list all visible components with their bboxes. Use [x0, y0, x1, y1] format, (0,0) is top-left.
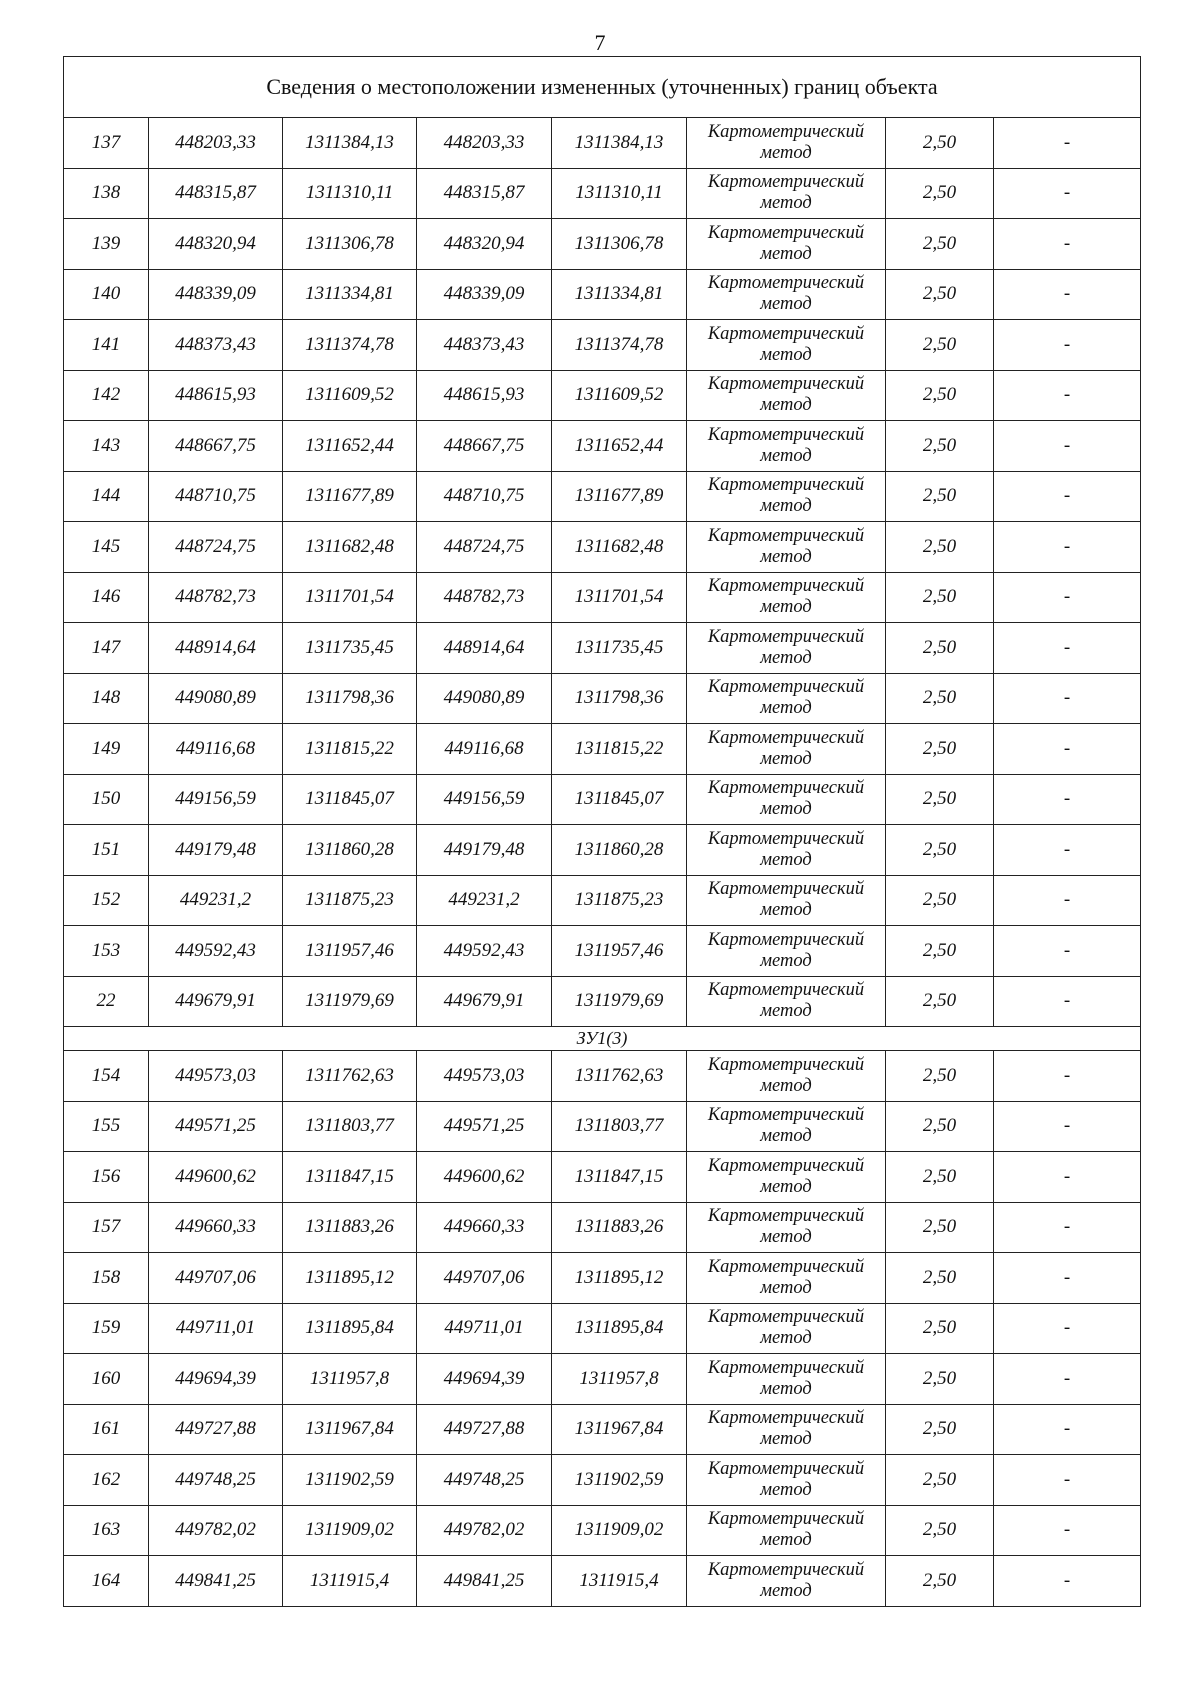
refined-x-cell: 449573,03 [417, 1051, 552, 1102]
existing-x-cell: 448339,09 [149, 269, 283, 320]
table-row [64, 1404, 1141, 1455]
refined-y-cell: 1311701,54 [552, 572, 687, 623]
point-number-cell: 162 [64, 1455, 149, 1506]
accuracy-cell: 2,50 [886, 825, 994, 876]
refined-x-cell: 448203,33 [417, 118, 552, 169]
existing-x-cell: 449782,02 [149, 1505, 283, 1556]
refined-y-cell: 1311895,84 [552, 1303, 687, 1354]
note-cell: - [994, 1404, 1141, 1455]
method-cell: Картометрический метод [687, 269, 886, 320]
note-cell: - [994, 673, 1141, 724]
method-cell: Картометрический метод [687, 1253, 886, 1304]
point-number-cell: 142 [64, 370, 149, 421]
method-cell: Картометрический метод [687, 1303, 886, 1354]
point-number-cell: 155 [64, 1101, 149, 1152]
refined-x-cell: 449711,01 [417, 1303, 552, 1354]
note-cell: - [994, 269, 1141, 320]
table-row [64, 825, 1141, 876]
existing-y-cell: 1311915,4 [283, 1556, 417, 1607]
note-cell: - [994, 219, 1141, 270]
table-title-row [64, 57, 1141, 118]
table-row [64, 1253, 1141, 1304]
accuracy-cell: 2,50 [886, 623, 994, 674]
note-cell: - [994, 623, 1141, 674]
refined-x-cell: 449707,06 [417, 1253, 552, 1304]
existing-y-cell: 1311860,28 [283, 825, 417, 876]
existing-y-cell: 1311334,81 [283, 269, 417, 320]
note-cell: - [994, 1051, 1141, 1102]
refined-y-cell: 1311909,02 [552, 1505, 687, 1556]
note-cell: - [994, 1202, 1141, 1253]
table-row [64, 219, 1141, 270]
refined-y-cell: 1311902,59 [552, 1455, 687, 1506]
note-cell: - [994, 774, 1141, 825]
existing-y-cell: 1311701,54 [283, 572, 417, 623]
refined-y-cell: 1311815,22 [552, 724, 687, 775]
table-row [64, 1202, 1141, 1253]
point-number-cell: 156 [64, 1152, 149, 1203]
point-number-cell: 147 [64, 623, 149, 674]
refined-y-cell: 1311979,69 [552, 976, 687, 1027]
note-cell: - [994, 976, 1141, 1027]
point-number-cell: 144 [64, 471, 149, 522]
existing-y-cell: 1311957,46 [283, 926, 417, 977]
refined-x-cell: 449727,88 [417, 1404, 552, 1455]
method-cell: Картометрический метод [687, 320, 886, 371]
refined-y-cell: 1311957,46 [552, 926, 687, 977]
note-cell: - [994, 724, 1141, 775]
existing-y-cell: 1311652,44 [283, 421, 417, 472]
note-cell: - [994, 1354, 1141, 1405]
point-number-cell: 148 [64, 673, 149, 724]
point-number-cell: 159 [64, 1303, 149, 1354]
refined-x-cell: 449782,02 [417, 1505, 552, 1556]
refined-x-cell: 448320,94 [417, 219, 552, 270]
existing-x-cell: 448914,64 [149, 623, 283, 674]
note-cell: - [994, 320, 1141, 371]
refined-x-cell: 448724,75 [417, 522, 552, 573]
refined-x-cell: 449571,25 [417, 1101, 552, 1152]
refined-x-cell: 449841,25 [417, 1556, 552, 1607]
refined-x-cell: 448339,09 [417, 269, 552, 320]
refined-y-cell: 1311845,07 [552, 774, 687, 825]
point-number-cell: 149 [64, 724, 149, 775]
method-cell: Картометрический метод [687, 1101, 886, 1152]
refined-x-cell: 448782,73 [417, 572, 552, 623]
point-number-cell: 137 [64, 118, 149, 169]
note-cell: - [994, 825, 1141, 876]
existing-x-cell: 449711,01 [149, 1303, 283, 1354]
existing-x-cell: 449841,25 [149, 1556, 283, 1607]
table-row [64, 926, 1141, 977]
refined-x-cell: 449116,68 [417, 724, 552, 775]
table-row [64, 118, 1141, 169]
existing-x-cell: 449592,43 [149, 926, 283, 977]
refined-x-cell: 448710,75 [417, 471, 552, 522]
refined-x-cell: 449694,39 [417, 1354, 552, 1405]
point-number-cell: 157 [64, 1202, 149, 1253]
method-cell: Картометрический метод [687, 572, 886, 623]
method-cell: Картометрический метод [687, 623, 886, 674]
existing-x-cell: 449116,68 [149, 724, 283, 775]
existing-y-cell: 1311735,45 [283, 623, 417, 674]
refined-x-cell: 448615,93 [417, 370, 552, 421]
existing-x-cell: 449600,62 [149, 1152, 283, 1203]
method-cell: Картометрический метод [687, 421, 886, 472]
refined-y-cell: 1311310,11 [552, 168, 687, 219]
note-cell: - [994, 1253, 1141, 1304]
accuracy-cell: 2,50 [886, 1354, 994, 1405]
method-cell: Картометрический метод [687, 875, 886, 926]
refined-y-cell: 1311384,13 [552, 118, 687, 169]
accuracy-cell: 2,50 [886, 118, 994, 169]
method-cell: Картометрический метод [687, 219, 886, 270]
note-cell: - [994, 421, 1141, 472]
refined-y-cell: 1311967,84 [552, 1404, 687, 1455]
existing-x-cell: 449707,06 [149, 1253, 283, 1304]
refined-x-cell: 449679,91 [417, 976, 552, 1027]
refined-x-cell: 448315,87 [417, 168, 552, 219]
point-number-cell: 154 [64, 1051, 149, 1102]
accuracy-cell: 2,50 [886, 926, 994, 977]
table-row [64, 1051, 1141, 1102]
point-number-cell: 158 [64, 1253, 149, 1304]
accuracy-cell: 2,50 [886, 1404, 994, 1455]
accuracy-cell: 2,50 [886, 320, 994, 371]
accuracy-cell: 2,50 [886, 976, 994, 1027]
existing-y-cell: 1311909,02 [283, 1505, 417, 1556]
refined-x-cell: 449156,59 [417, 774, 552, 825]
table-row [64, 623, 1141, 674]
refined-y-cell: 1311762,63 [552, 1051, 687, 1102]
method-cell: Картометрический метод [687, 976, 886, 1027]
refined-y-cell: 1311883,26 [552, 1202, 687, 1253]
point-number-cell: 22 [64, 976, 149, 1027]
refined-y-cell: 1311652,44 [552, 421, 687, 472]
existing-x-cell: 448315,87 [149, 168, 283, 219]
point-number-cell: 139 [64, 219, 149, 270]
existing-y-cell: 1311845,07 [283, 774, 417, 825]
method-cell: Картометрический метод [687, 370, 886, 421]
accuracy-cell: 2,50 [886, 724, 994, 775]
existing-x-cell: 448373,43 [149, 320, 283, 371]
refined-y-cell: 1311735,45 [552, 623, 687, 674]
refined-x-cell: 449231,2 [417, 875, 552, 926]
refined-y-cell: 1311677,89 [552, 471, 687, 522]
table-body [64, 57, 1141, 1607]
existing-y-cell: 1311677,89 [283, 471, 417, 522]
method-cell: Картометрический метод [687, 1354, 886, 1405]
existing-y-cell: 1311902,59 [283, 1455, 417, 1506]
method-cell: Картометрический метод [687, 774, 886, 825]
refined-y-cell: 1311895,12 [552, 1253, 687, 1304]
table-title: Сведения о местоположении измененных (уточненных) границ объекта [64, 57, 1141, 118]
method-cell: Картометрический метод [687, 1051, 886, 1102]
existing-y-cell: 1311883,26 [283, 1202, 417, 1253]
table-row [64, 724, 1141, 775]
existing-y-cell: 1311847,15 [283, 1152, 417, 1203]
existing-y-cell: 1311798,36 [283, 673, 417, 724]
point-number-cell: 150 [64, 774, 149, 825]
accuracy-cell: 2,50 [886, 1455, 994, 1506]
refined-x-cell: 448914,64 [417, 623, 552, 674]
refined-y-cell: 1311334,81 [552, 269, 687, 320]
table-row [64, 673, 1141, 724]
method-cell: Картометрический метод [687, 825, 886, 876]
refined-y-cell: 1311374,78 [552, 320, 687, 371]
existing-y-cell: 1311803,77 [283, 1101, 417, 1152]
table-row [64, 1303, 1141, 1354]
refined-x-cell: 448667,75 [417, 421, 552, 472]
table-row [64, 522, 1141, 573]
existing-y-cell: 1311374,78 [283, 320, 417, 371]
existing-x-cell: 448203,33 [149, 118, 283, 169]
accuracy-cell: 2,50 [886, 421, 994, 472]
table-row [64, 471, 1141, 522]
existing-x-cell: 448667,75 [149, 421, 283, 472]
table-row [64, 320, 1141, 371]
existing-x-cell: 448710,75 [149, 471, 283, 522]
accuracy-cell: 2,50 [886, 168, 994, 219]
refined-x-cell: 449592,43 [417, 926, 552, 977]
refined-x-cell: 448373,43 [417, 320, 552, 371]
accuracy-cell: 2,50 [886, 774, 994, 825]
note-cell: - [994, 1505, 1141, 1556]
method-cell: Картометрический метод [687, 1404, 886, 1455]
refined-x-cell: 449179,48 [417, 825, 552, 876]
existing-y-cell: 1311895,84 [283, 1303, 417, 1354]
point-number-cell: 160 [64, 1354, 149, 1405]
accuracy-cell: 2,50 [886, 1051, 994, 1102]
method-cell: Картометрический метод [687, 1152, 886, 1203]
method-cell: Картометрический метод [687, 926, 886, 977]
accuracy-cell: 2,50 [886, 1202, 994, 1253]
existing-x-cell: 449679,91 [149, 976, 283, 1027]
existing-y-cell: 1311875,23 [283, 875, 417, 926]
existing-x-cell: 448320,94 [149, 219, 283, 270]
accuracy-cell: 2,50 [886, 673, 994, 724]
method-cell: Картометрический метод [687, 118, 886, 169]
table-row [64, 1505, 1141, 1556]
accuracy-cell: 2,50 [886, 219, 994, 270]
existing-x-cell: 449748,25 [149, 1455, 283, 1506]
method-cell: Картометрический метод [687, 1455, 886, 1506]
accuracy-cell: 2,50 [886, 1303, 994, 1354]
existing-y-cell: 1311815,22 [283, 724, 417, 775]
note-cell: - [994, 1455, 1141, 1506]
existing-y-cell: 1311957,8 [283, 1354, 417, 1405]
existing-x-cell: 449727,88 [149, 1404, 283, 1455]
accuracy-cell: 2,50 [886, 1152, 994, 1203]
point-number-cell: 146 [64, 572, 149, 623]
point-number-cell: 151 [64, 825, 149, 876]
refined-y-cell: 1311306,78 [552, 219, 687, 270]
table-row [64, 572, 1141, 623]
note-cell: - [994, 1556, 1141, 1607]
refined-x-cell: 449600,62 [417, 1152, 552, 1203]
accuracy-cell: 2,50 [886, 875, 994, 926]
parcel-group-label: ЗУ1(3) [64, 1027, 1141, 1051]
note-cell: - [994, 875, 1141, 926]
existing-y-cell: 1311310,11 [283, 168, 417, 219]
method-cell: Картометрический метод [687, 673, 886, 724]
existing-y-cell: 1311967,84 [283, 1404, 417, 1455]
method-cell: Картометрический метод [687, 471, 886, 522]
existing-x-cell: 449179,48 [149, 825, 283, 876]
table-row [64, 774, 1141, 825]
existing-y-cell: 1311306,78 [283, 219, 417, 270]
method-cell: Картометрический метод [687, 1202, 886, 1253]
existing-x-cell: 448724,75 [149, 522, 283, 573]
accuracy-cell: 2,50 [886, 471, 994, 522]
refined-y-cell: 1311860,28 [552, 825, 687, 876]
refined-y-cell: 1311798,36 [552, 673, 687, 724]
boundary-coordinates-table [63, 56, 1141, 1607]
accuracy-cell: 2,50 [886, 1556, 994, 1607]
table-row [64, 875, 1141, 926]
existing-x-cell: 449694,39 [149, 1354, 283, 1405]
existing-x-cell: 449231,2 [149, 875, 283, 926]
refined-y-cell: 1311915,4 [552, 1556, 687, 1607]
accuracy-cell: 2,50 [886, 522, 994, 573]
existing-y-cell: 1311682,48 [283, 522, 417, 573]
page-number: 7 [594, 30, 606, 55]
method-cell: Картометрический метод [687, 1505, 886, 1556]
existing-y-cell: 1311979,69 [283, 976, 417, 1027]
existing-x-cell: 448782,73 [149, 572, 283, 623]
note-cell: - [994, 1303, 1141, 1354]
table-row [64, 269, 1141, 320]
accuracy-cell: 2,50 [886, 1101, 994, 1152]
accuracy-cell: 2,50 [886, 572, 994, 623]
table-row [64, 168, 1141, 219]
table-row [64, 1101, 1141, 1152]
existing-x-cell: 448615,93 [149, 370, 283, 421]
note-cell: - [994, 370, 1141, 421]
point-number-cell: 141 [64, 320, 149, 371]
refined-x-cell: 449660,33 [417, 1202, 552, 1253]
accuracy-cell: 2,50 [886, 370, 994, 421]
note-cell: - [994, 926, 1141, 977]
note-cell: - [994, 1152, 1141, 1203]
accuracy-cell: 2,50 [886, 1253, 994, 1304]
note-cell: - [994, 1101, 1141, 1152]
refined-y-cell: 1311609,52 [552, 370, 687, 421]
existing-x-cell: 449573,03 [149, 1051, 283, 1102]
refined-y-cell: 1311803,77 [552, 1101, 687, 1152]
point-number-cell: 153 [64, 926, 149, 977]
refined-y-cell: 1311957,8 [552, 1354, 687, 1405]
refined-y-cell: 1311875,23 [552, 875, 687, 926]
existing-y-cell: 1311384,13 [283, 118, 417, 169]
point-number-cell: 164 [64, 1556, 149, 1607]
existing-x-cell: 449156,59 [149, 774, 283, 825]
table-row [64, 1455, 1141, 1506]
point-number-cell: 138 [64, 168, 149, 219]
point-number-cell: 163 [64, 1505, 149, 1556]
note-cell: - [994, 471, 1141, 522]
note-cell: - [994, 572, 1141, 623]
method-cell: Картометрический метод [687, 724, 886, 775]
point-number-cell: 143 [64, 421, 149, 472]
accuracy-cell: 2,50 [886, 269, 994, 320]
refined-y-cell: 1311682,48 [552, 522, 687, 573]
method-cell: Картометрический метод [687, 168, 886, 219]
note-cell: - [994, 168, 1141, 219]
parcel-group-row [64, 1027, 1141, 1051]
point-number-cell: 145 [64, 522, 149, 573]
table-row [64, 1556, 1141, 1607]
refined-x-cell: 449748,25 [417, 1455, 552, 1506]
refined-x-cell: 449080,89 [417, 673, 552, 724]
refined-y-cell: 1311847,15 [552, 1152, 687, 1203]
note-cell: - [994, 522, 1141, 573]
existing-x-cell: 449080,89 [149, 673, 283, 724]
existing-x-cell: 449660,33 [149, 1202, 283, 1253]
existing-y-cell: 1311609,52 [283, 370, 417, 421]
point-number-cell: 140 [64, 269, 149, 320]
table-row [64, 976, 1141, 1027]
existing-y-cell: 1311895,12 [283, 1253, 417, 1304]
point-number-cell: 161 [64, 1404, 149, 1455]
table-row [64, 421, 1141, 472]
note-cell: - [994, 118, 1141, 169]
table-row [64, 370, 1141, 421]
existing-x-cell: 449571,25 [149, 1101, 283, 1152]
table-row [64, 1152, 1141, 1203]
method-cell: Картометрический метод [687, 522, 886, 573]
point-number-cell: 152 [64, 875, 149, 926]
boundary-table-container [63, 56, 1140, 1607]
table-row [64, 1354, 1141, 1405]
existing-y-cell: 1311762,63 [283, 1051, 417, 1102]
method-cell: Картометрический метод [687, 1556, 886, 1607]
accuracy-cell: 2,50 [886, 1505, 994, 1556]
